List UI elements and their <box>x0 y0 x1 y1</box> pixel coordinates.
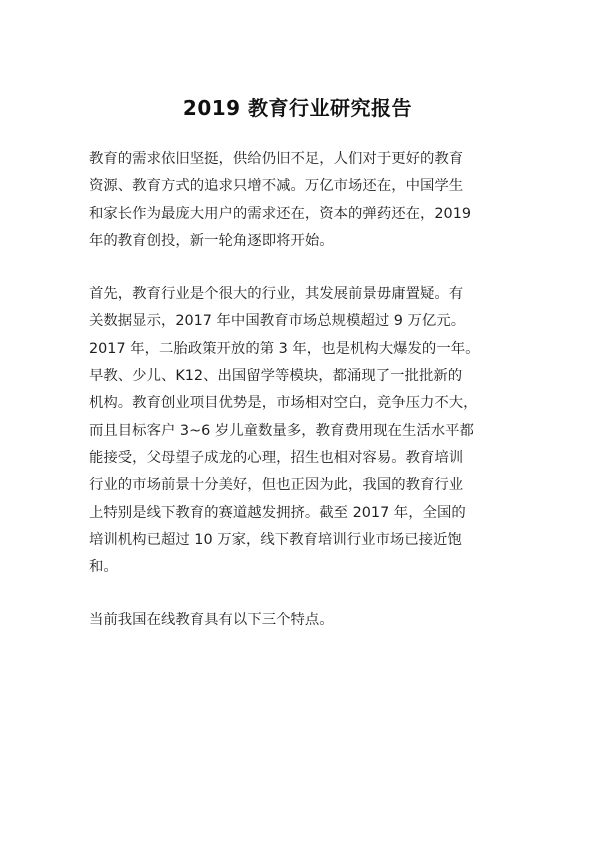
paragraph-line: 和家长作为最庞大用户的需求还在，资本的弹药还在，2019 <box>89 205 471 222</box>
paragraph-line: 上特别是线下教育的赛道越发拥挤。截至 2017 年，全国的 <box>89 504 466 521</box>
paragraph-line: 年的教育创投，新一轮角逐即将开始。 <box>89 232 334 249</box>
paragraph-line: 首先，教育行业是个很大的行业，其发展前景毋庸置疑。有 <box>89 286 464 303</box>
paragraph-line: 教育的需求依旧坚挺，供给仍旧不足，人们对于更好的教育 <box>89 151 464 167</box>
paragraph-line: 而且目标客户 3~6 岁儿童数量多，教育费用现在生活水平都 <box>89 422 474 439</box>
paragraph-line: 当前我国在线教育具有以下三个特点。 <box>89 612 334 629</box>
document-body <box>89 146 509 661</box>
paragraph-line: 资源、教育方式的追求只增不减。万亿市场还在，中国学生 <box>89 178 464 195</box>
paragraph-line: 2017 年，二胎政策开放的第 3 年，也是机构大爆发的一年。 <box>89 340 480 357</box>
paragraph-line: 机构。教育创业项目优势是，市场相对空白，竞争压力不大， <box>89 395 478 412</box>
paragraph-line: 行业的市场前景十分美好，但也正因为此，我国的教育行业 <box>89 477 464 494</box>
paragraph-market <box>89 281 509 581</box>
paragraph-line: 能接受，父母望子成龙的心理，招生也相对容易。教育培训 <box>89 449 464 466</box>
paragraph-features <box>89 607 509 634</box>
paragraph-line: 和。 <box>89 559 118 576</box>
paragraph-line: 关数据显示，2017 年中国教育市场总规模超过 9 万亿元。 <box>89 313 466 330</box>
document-title: 2019 教育行业研究报告 <box>182 96 413 120</box>
paragraph-line: 培训机构已超过 10 万家，线下教育培训行业市场已接近饱 <box>89 531 462 548</box>
paragraph-intro <box>89 146 509 255</box>
paragraph-line: 早教、少儿、K12、出国留学等模块，都涌现了一批批新的 <box>89 368 463 385</box>
